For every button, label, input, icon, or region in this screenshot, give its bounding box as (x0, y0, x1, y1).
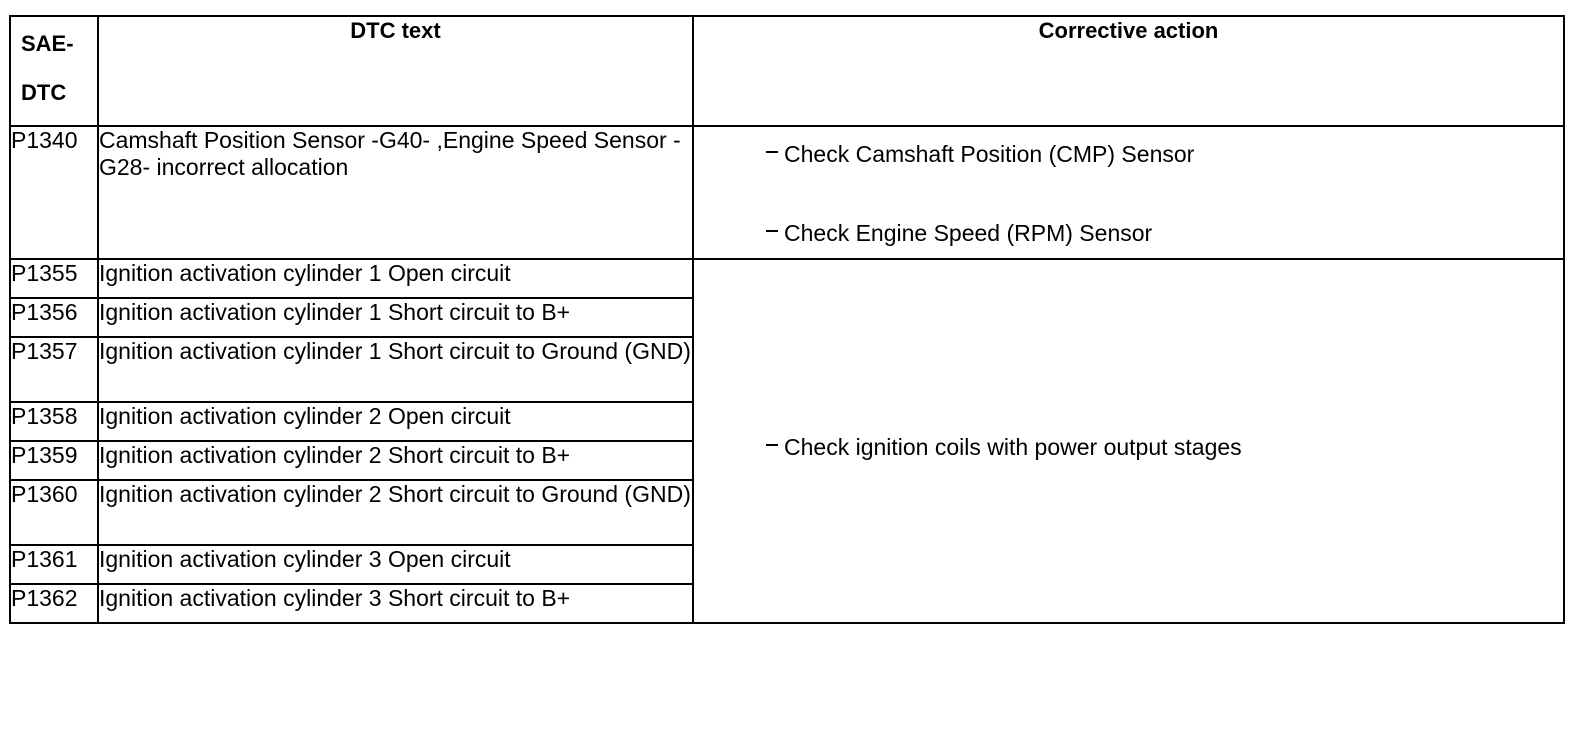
header-dtc-text: DTC text (98, 16, 693, 126)
dtc-code: P1340 (10, 126, 98, 259)
dtc-description: Ignition activation cylinder 1 Short circuit to Ground (GND) (98, 337, 693, 402)
dash-bullet-icon (766, 151, 778, 153)
action-item (766, 434, 1242, 461)
dash-bullet-icon (766, 230, 778, 232)
table-row (10, 259, 1564, 298)
dtc-description: Camshaft Position Sensor -G40- ,Engine Speed Sensor -G28- incorrect allocation (98, 126, 693, 259)
corrective-action-cell (693, 126, 1564, 259)
corrective-action-cell (693, 259, 1564, 623)
header-sae-line1: SAE- (21, 31, 74, 56)
dtc-description: Ignition activation cylinder 3 Open circuit (98, 545, 693, 584)
dtc-description: Ignition activation cylinder 2 Short circuit to Ground (GND) (98, 480, 693, 545)
action-item (766, 141, 1194, 168)
dtc-table (9, 15, 1565, 624)
header-corrective-action: Corrective action (693, 16, 1564, 126)
dtc-code: P1359 (10, 441, 98, 480)
dtc-description: Ignition activation cylinder 2 Short circuit to B+ (98, 441, 693, 480)
action-text: Check Camshaft Position (CMP) Sensor (784, 141, 1195, 167)
dtc-code: P1361 (10, 545, 98, 584)
table-row (10, 126, 1564, 259)
dtc-code: P1362 (10, 584, 98, 623)
dtc-description: Ignition activation cylinder 2 Open circuit (98, 402, 693, 441)
action-item (766, 220, 1152, 247)
header-sae-line2: DTC (21, 80, 67, 105)
header-sae-dtc (10, 16, 98, 126)
dtc-description: Ignition activation cylinder 3 Short circuit to B+ (98, 584, 693, 623)
header-row (10, 16, 1564, 126)
action-text: Check Engine Speed (RPM) Sensor (784, 220, 1153, 246)
dtc-code: P1360 (10, 480, 98, 545)
dtc-code: P1356 (10, 298, 98, 337)
dtc-code: P1357 (10, 337, 98, 402)
action-text: Check ignition coils with power output stages (784, 434, 1242, 460)
dash-bullet-icon (766, 444, 778, 446)
dtc-description: Ignition activation cylinder 1 Short circuit to B+ (98, 298, 693, 337)
dtc-code: P1355 (10, 259, 98, 298)
dtc-code: P1358 (10, 402, 98, 441)
dtc-description: Ignition activation cylinder 1 Open circuit (98, 259, 693, 298)
